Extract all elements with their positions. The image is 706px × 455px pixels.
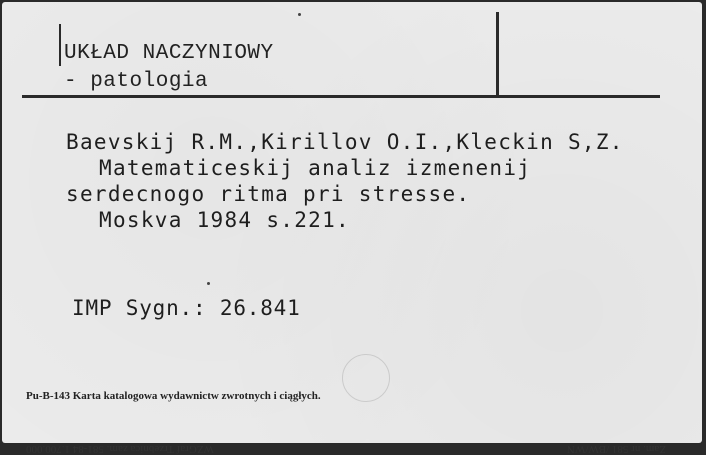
inverted-print-line: [26, 407, 666, 455]
speck: [298, 13, 301, 16]
subject-subheading: - patologia: [64, 70, 209, 93]
entry-authors: Baevskij R.M.,Kirillov O.I.,Kleckin S,Z.: [66, 130, 624, 154]
faint-stamp-circle: [342, 354, 390, 402]
inverted-print-left: WZGraf Trzebnica zam. 581-84 1.700.000: [26, 443, 214, 455]
inverted-print-right: Zam. nr 581 /BW/WN: [567, 443, 666, 455]
entry-imprint: Moskva 1984 s.221.: [99, 208, 350, 232]
printer-imprint-line: Pu-B-143 Karta katalogowa wydawnictw zwrotnych i ciągłych.: [26, 390, 321, 402]
call-number: IMP Sygn.: 26.841: [72, 296, 301, 320]
subject-heading: UKŁAD NACZYNIOWY: [64, 42, 274, 65]
header-right-rule: [496, 12, 499, 96]
entry-title-line-2: serdecnogo ritma pri stresse.: [66, 182, 471, 206]
header-bottom-rule: [22, 95, 660, 98]
entry-title-line-1: Matematiceskij analiz izmenenij: [99, 156, 532, 180]
catalog-card: [2, 2, 702, 455]
speck: [207, 282, 210, 285]
header-left-rule: [59, 24, 61, 66]
